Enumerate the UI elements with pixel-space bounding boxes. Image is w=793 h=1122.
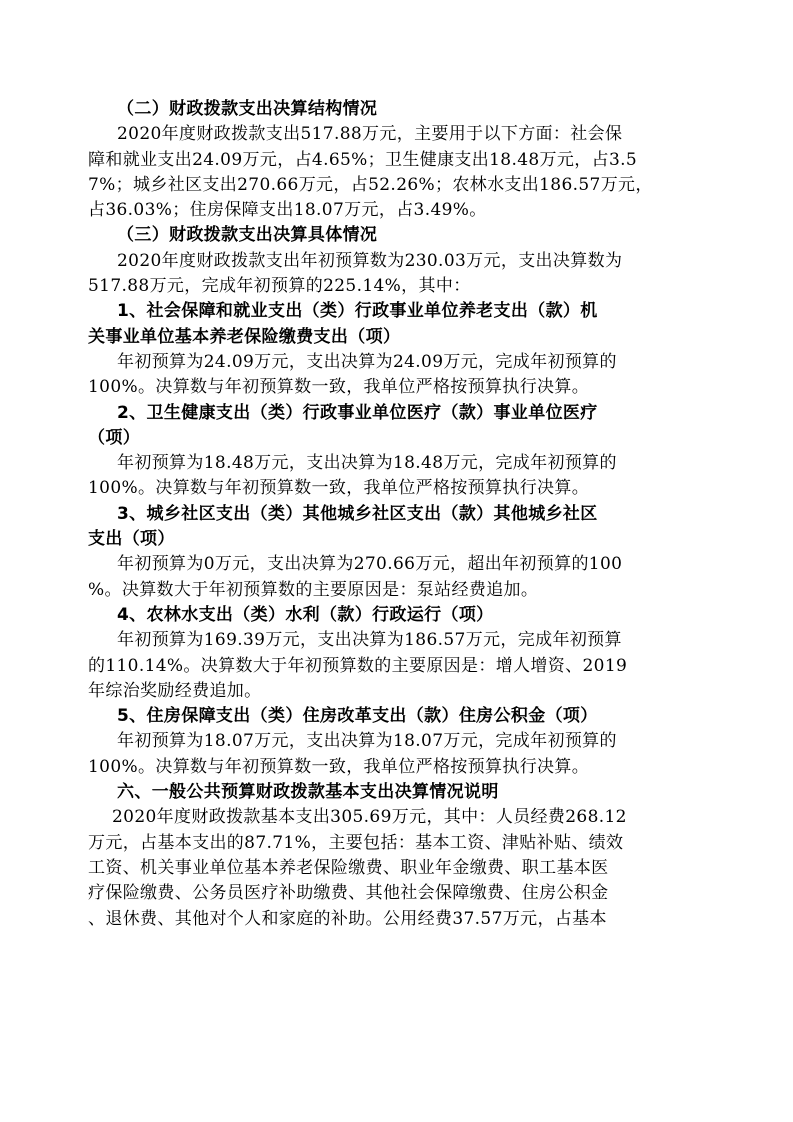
item-heading-3-cont: 支出（项） (88, 529, 175, 550)
paragraph-line: 占36.03%；住房保障支出18.07万元，占3.49%。 (88, 200, 487, 221)
paragraph-line: 100%。决算数与年初预算数一致，我单位严格按预算执行决算。 (88, 478, 590, 499)
paragraph-line: 的110.14%。决算数大于年初预算数的主要原因是：增人增资、2019 (88, 655, 628, 676)
item-heading-2: 2、卫生健康支出（类）行政事业单位医疗（款）事业单位医疗 (117, 402, 598, 423)
paragraph-line: 、退休费、其他对个人和家庭的补助。公用经费37.57万元，占基本 (88, 908, 607, 929)
document-page (88, 97, 713, 932)
section-heading-six: 六、一般公共预算财政拨款基本支出决算情况说明 (117, 782, 499, 803)
paragraph-line: 工资、机关事业单位基本养老保险缴费、职业年金缴费、职工基本医 (88, 857, 609, 878)
paragraph-line: 年初预算为169.39万元，支出决算为186.57万元，完成年初预算 (117, 630, 622, 651)
paragraph-line: 疗保险缴费、公务员医疗补助缴费、其他社会保障缴费、住房公积金 (88, 883, 609, 904)
paragraph-line: 517.88万元，完成年初预算的225.14%，其中： (88, 276, 471, 297)
paragraph-line: 年初预算为18.07万元，支出决算为18.07万元，完成年初预算的 (117, 731, 617, 752)
item-heading-1-cont: 关事业单位基本养老保险缴费支出（项） (88, 326, 401, 347)
paragraph-line: 2020年度财政拨款支出年初预算数为230.03万元，支出决算数为 (117, 250, 623, 271)
paragraph-line: 2020年度财政拨款基本支出305.69万元，其中：人员经费268.12 (112, 807, 627, 828)
item-heading-1: 1、社会保障和就业支出（类）行政事业单位养老支出（款）机 (117, 301, 598, 322)
paragraph-line: 年初预算为0万元，支出决算为270.66万元，超出年初预算的100 (117, 554, 623, 575)
paragraph-line: 100%。决算数与年初预算数一致，我单位严格按预算执行决算。 (88, 756, 590, 777)
item-heading-4: 4、农林水支出（类）水利（款）行政运行（项） (117, 604, 494, 625)
paragraph-line: 7%；城乡社区支出270.66万元，占52.26%；农林水支出186.57万元， (88, 174, 653, 195)
paragraph-line: 年综治奖励经费追加。 (88, 680, 262, 701)
section-heading-structure: （二）财政拨款支出决算结构情况 (117, 99, 378, 119)
paragraph-line: 2020年度财政拨款支出517.88万元，主要用于以下方面：社会保 (117, 124, 623, 145)
section-heading-details: （三）财政拨款支出决算具体情况 (117, 225, 378, 246)
item-heading-3: 3、城乡社区支出（类）其他城乡社区支出（款）其他城乡社区 (117, 503, 598, 524)
paragraph-line: 年初预算为24.09万元，支出决算为24.09万元，完成年初预算的 (117, 351, 617, 372)
paragraph-line: 100%。决算数与年初预算数一致，我单位严格按预算执行决算。 (88, 377, 590, 398)
paragraph-line: %。决算数大于年初预算数的主要原因是：泵站经费追加。 (88, 579, 539, 600)
paragraph-line: 万元，占基本支出的87.71%，主要包括：基本工资、津贴补贴、绩效 (88, 832, 624, 853)
item-heading-5: 5、住房保障支出（类）住房改革支出（款）住房公积金（项） (117, 706, 598, 727)
paragraph-line: 障和就业支出24.09万元，占4.65%；卫生健康支出18.48万元，占3.5 (88, 149, 638, 170)
item-heading-2-cont: （项） (88, 427, 141, 448)
paragraph-line: 年初预算为18.48万元，支出决算为18.48万元，完成年初预算的 (117, 453, 617, 474)
